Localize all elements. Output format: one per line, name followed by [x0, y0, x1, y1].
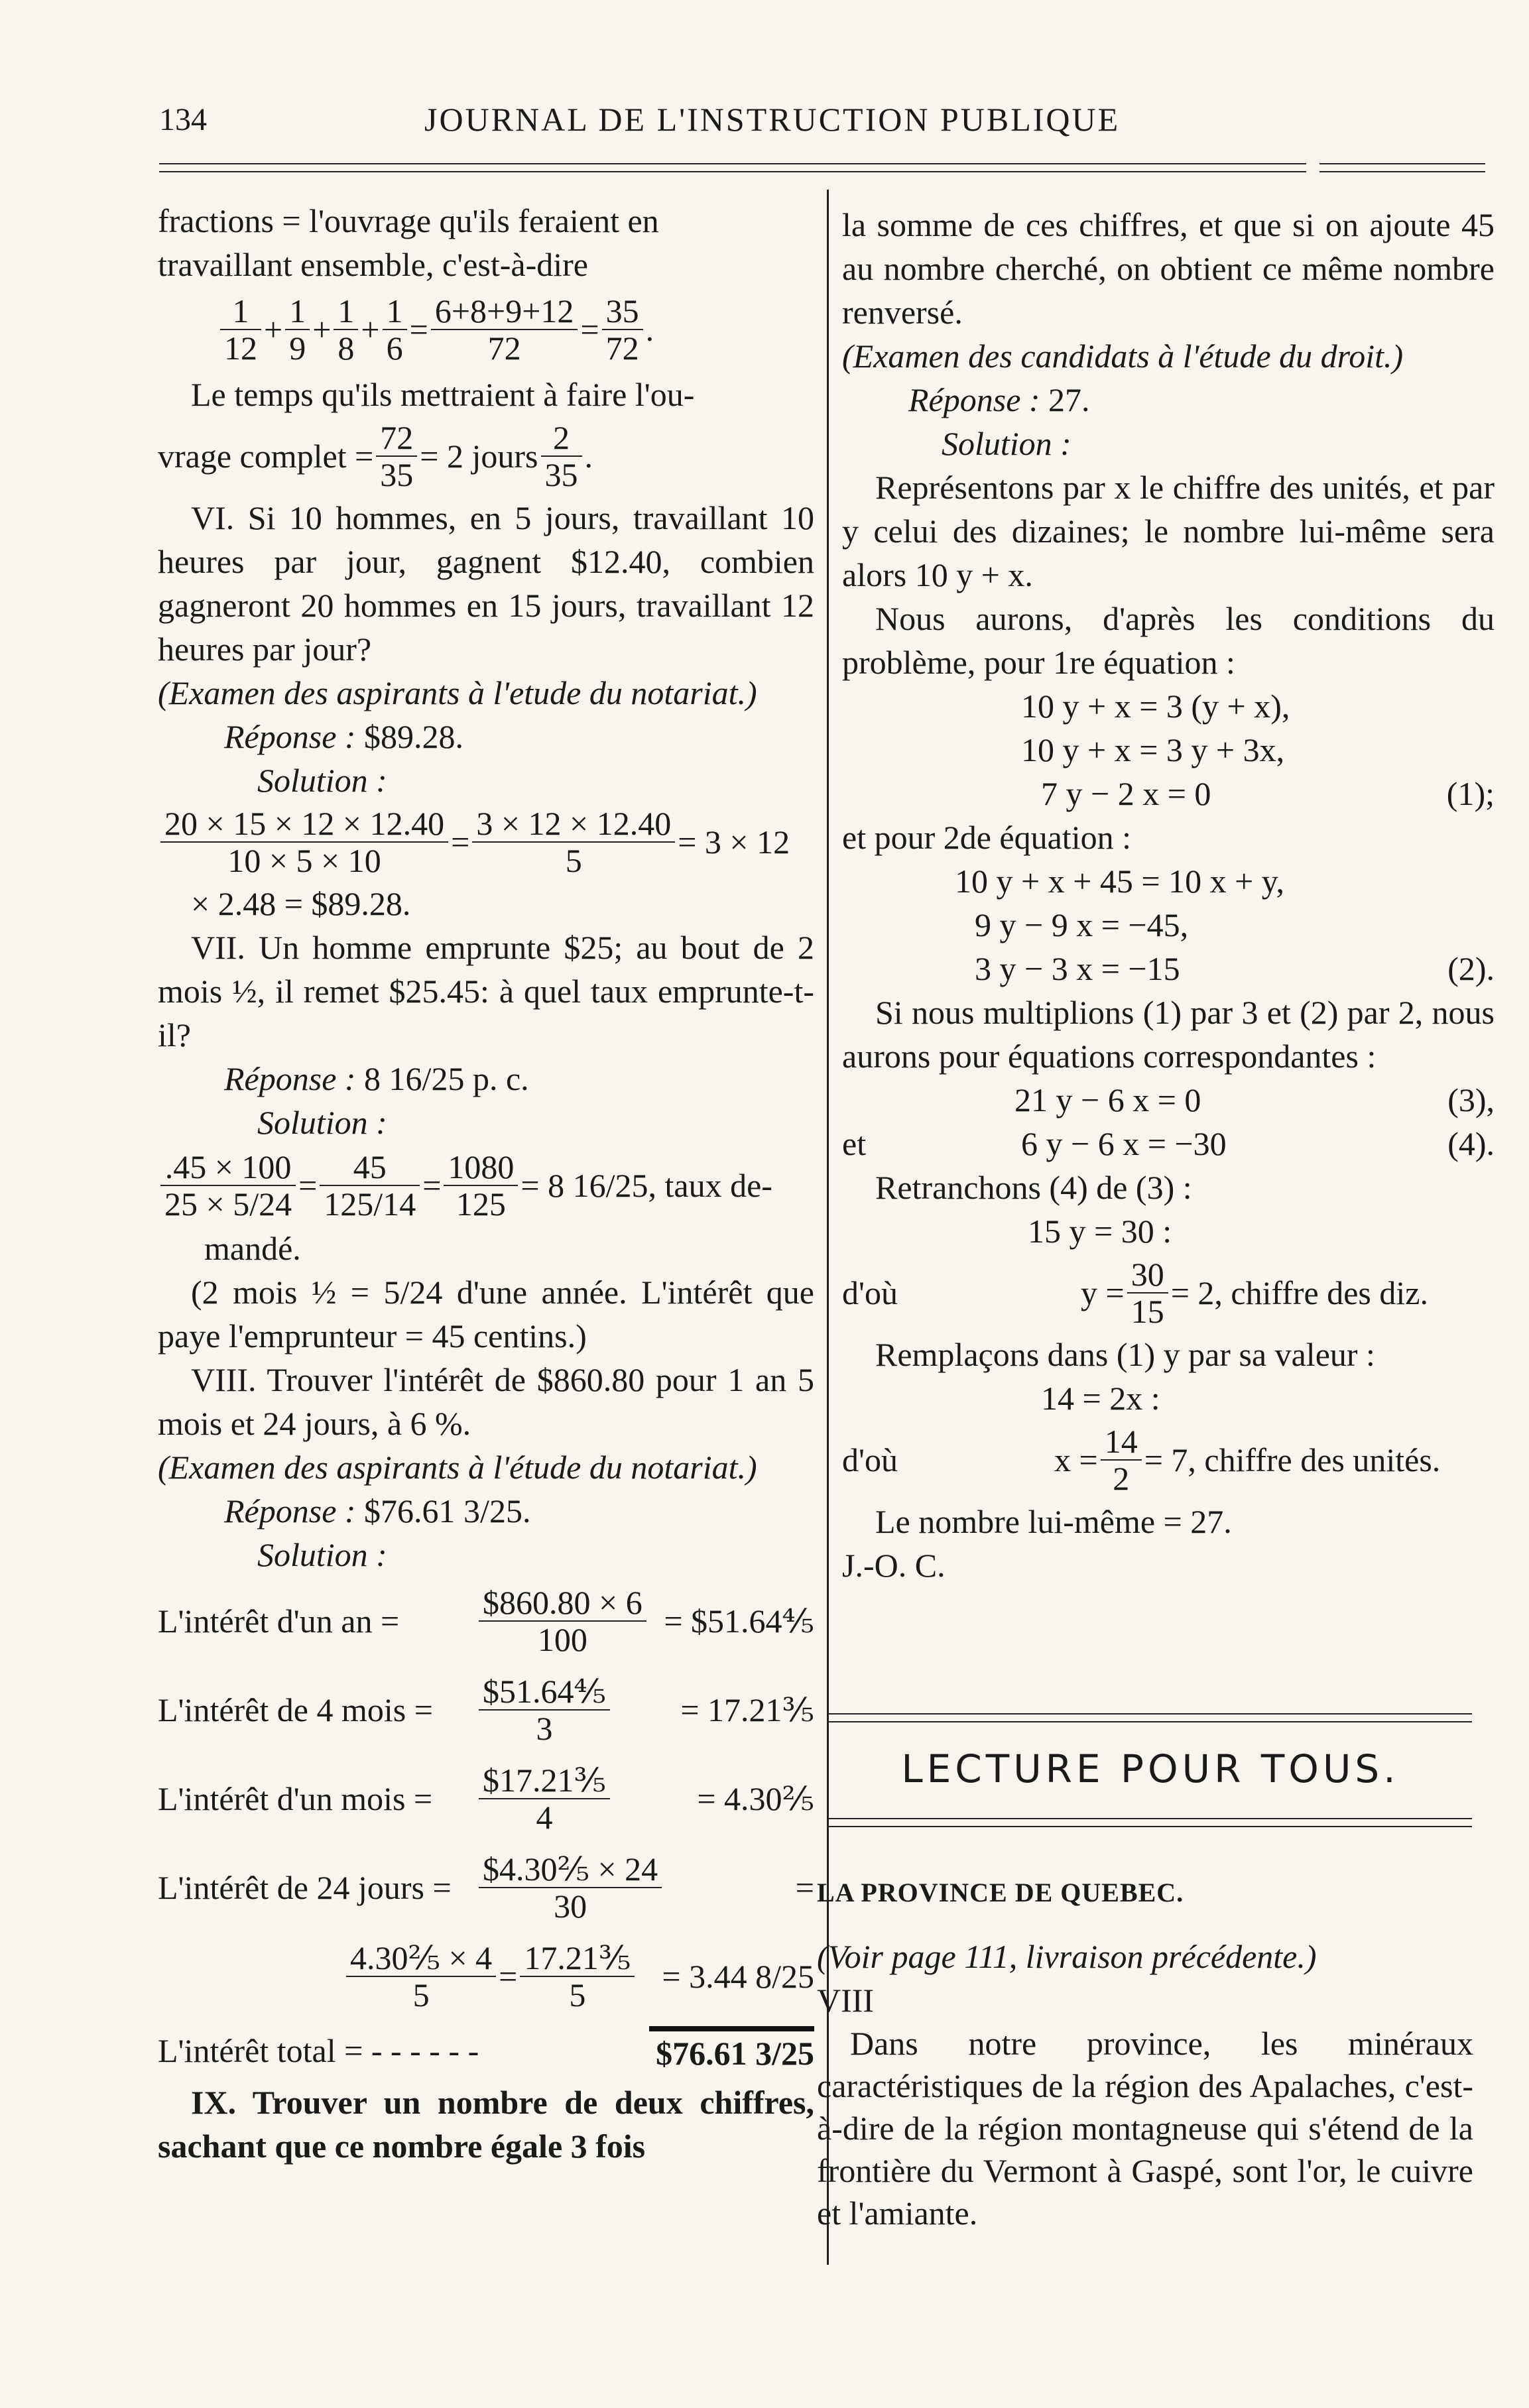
calc-vi-line2: × 2.48 = $89.28. [191, 885, 411, 922]
text-line: Le temps qu'ils mettraient à faire l'ou- [191, 376, 695, 413]
problem-ix: IX. Trouver un nombre de deux chiffres, sachant que ce nombre égale 3 fois [158, 2084, 814, 2165]
article-section-number: VIII [817, 1982, 875, 2019]
article [817, 1871, 1473, 2234]
interest-row: L'intérêt d'un mois = $\frac{\text{\$17.21⅗}}{4}$ = 4.30⅖ [158, 1762, 814, 1836]
answer-vii: Réponse : 8 16/25 p. c. [224, 1060, 529, 1097]
calc-vi: $\frac{20 \times 15 \times 12 \times 12.40}{10 \times 5 \times 10}$ = $\frac{3 \times 12 \times 12.40}{5}$ = 3 × 12 [158, 802, 814, 882]
text-line: travaillant ensemble, c'est-à-dire [158, 246, 588, 283]
text-line: Retranchons (4) de (3) : [875, 1169, 1192, 1206]
equation-system-1: 10 y + x = 3 (y + x), 10 y + x = 3 y + 3x, 7 y − 2 x = 0 (1); [1021, 688, 1495, 812]
interest-row: L'intérêt de 24 jours = $\frac{\text{\$4.30⅖ × 24}}{30}$ = [158, 1850, 814, 1925]
interest-table [158, 1577, 814, 2080]
interest-total: $76.61 3/25 [649, 2026, 814, 2075]
page-header [159, 93, 1479, 146]
right-column [842, 203, 1495, 1587]
problem-viii-reference: (Examen des aspirants à l'étude du notariat.) [158, 1449, 757, 1486]
problem-vi-reference: (Examen des aspirants à l'etude du notariat.) [158, 674, 757, 711]
answer-viii: Réponse : $76.61 3/25. [224, 1492, 531, 1530]
text-line: et pour 2de équation : [842, 819, 1131, 856]
equation-5: 15 y = 30 : [1028, 1213, 1172, 1250]
interest-row: $\frac{\text{4.30⅖ × 4}}{5}$ = $\frac{\text{17.21⅗}}{5}$ = 3.44 8/25 [158, 1932, 814, 2021]
header-rule-right [1319, 163, 1485, 172]
interest-total-row: L'intérêt total = - - - - - - $76.61 3/25 [158, 2021, 814, 2080]
text-line: Remplaçons dans (1) y par sa valeur : [875, 1336, 1375, 1373]
problem-ix-continued: la somme de ces chiffres, et que si on ajoute 45 au nombre cherché, on obtient ce même nombre renversé. [842, 206, 1495, 331]
calc-vii-line2: mandé. [204, 1230, 301, 1267]
text-paragraph: Nous aurons, d'après les conditions du problème, pour 1re équation : [842, 600, 1495, 681]
solution-label: Solution : [942, 425, 1071, 462]
answer-ix: Réponse : 27. [908, 381, 1090, 418]
signature: J.-O. C. [842, 1547, 946, 1584]
equation-6: d'où y = $\frac{30}{15}$ = 2, chiffre des diz. [842, 1256, 1428, 1330]
section-rule-top [829, 1713, 1472, 1722]
section-title: LECTURE POUR TOUS. [901, 1746, 1400, 1791]
calc-vii: $\frac{.45 \times 100}{25 \times 5/24}$ = $\frac{45}{125/14}$ = $\frac{1080}{125}$ = 8 16/25, taux de- [158, 1144, 814, 1227]
solution-label: Solution : [257, 1536, 387, 1573]
problem-viii: VIII. Trouver l'intérêt de $860.80 pour 1 an 5 mois et 24 jours, à 6 %. [158, 1361, 814, 1442]
solution-label: Solution : [257, 1104, 387, 1141]
article-paragraph: Dans notre province, les minéraux caractéristiques de la région des Apalaches, c'est-à-dire de la région montagneuse qui s'étend de la frontière du Vermont à Gaspé, sont l'or, le cuivre et l'amiante. [817, 2025, 1473, 2232]
problem-vi: VI. Si 10 hommes, en 5 jours, travaillant 10 heures par jour, gagnent $12.40, combien gagneront 20 hommes en 15 jours, travaillant 12 heures par jour? [158, 499, 814, 668]
text-line: fractions = l'ouvrage qu'ils feraient en [158, 202, 659, 239]
article-reference: (Voir page 111, livraison précédente.) [817, 1938, 1317, 1975]
equation-4: et 6 y − 6 x = −30 (4). [842, 1125, 1495, 1162]
page-number: 134 [159, 101, 207, 137]
solution-label: Solution : [257, 762, 387, 799]
equation-sum-fractions: $\frac{1}{12}$ + $\frac{1}{9}$ + $\frac{1}{8}$ + $\frac{1}{6}$ = $\frac{6+8+9+12}{72}$ = $\frac{35}{72}$ . [158, 286, 814, 373]
equation-8: d'où x = $\frac{14}{2}$ = 7, chiffre des unités. [842, 1423, 1441, 1497]
problem-ix-reference: (Examen des candidats à l'étude du droit.) [842, 337, 1404, 375]
problem-vii: VII. Un homme emprunte $25; au bout de 2 mois ½, il remet $25.45: à quel taux emprunte-t-il? [158, 929, 814, 1054]
left-column [158, 199, 814, 2168]
text-line: Le nombre lui-même = 27. [875, 1503, 1232, 1540]
text-paragraph: Si nous multiplions (1) par 3 et (2) par 2, nous aurons pour équations correspondantes : [842, 994, 1495, 1075]
equation-system-2: 10 y + x + 45 = 10 x + y, 9 y − 9 x = −45, 3 y − 3 x = −15 (2). [955, 863, 1495, 987]
equation-time: vrage complet = $\frac{72}{35}$ = 2 jours $\frac{2}{35}$ . [158, 419, 593, 493]
header-rule [159, 163, 1306, 172]
journal-title: JOURNAL DE L'INSTRUCTION PUBLIQUE [424, 101, 1121, 138]
interest-row: L'intérêt de 4 mois = $\frac{\text{\$51.64⅘}}{3}$ = 17.21⅗ [158, 1673, 814, 1747]
section-rule-bottom [829, 1818, 1472, 1827]
text-paragraph: Représentons par x le chiffre des unités, et par y celui des dizaines; le nombre lui-même sera alors 10 y + x. [842, 469, 1495, 593]
equation-3: 21 y − 6 x = 0 (3), [1014, 1081, 1495, 1118]
article-title: LA PROVINCE DE QUEBEC. [817, 1878, 1184, 1907]
answer-vi: Réponse : $89.28. [224, 718, 464, 755]
equation-7: 14 = 2x : [1041, 1380, 1160, 1417]
interest-row: L'intérêt d'un an = $\frac{\$860.80 \times 6}{100}$ = $51.64⅘ [158, 1584, 814, 1658]
note-vii: (2 mois ½ = 5/24 d'une année. L'intérêt que paye l'emprunteur = 45 centins.) [158, 1274, 814, 1354]
